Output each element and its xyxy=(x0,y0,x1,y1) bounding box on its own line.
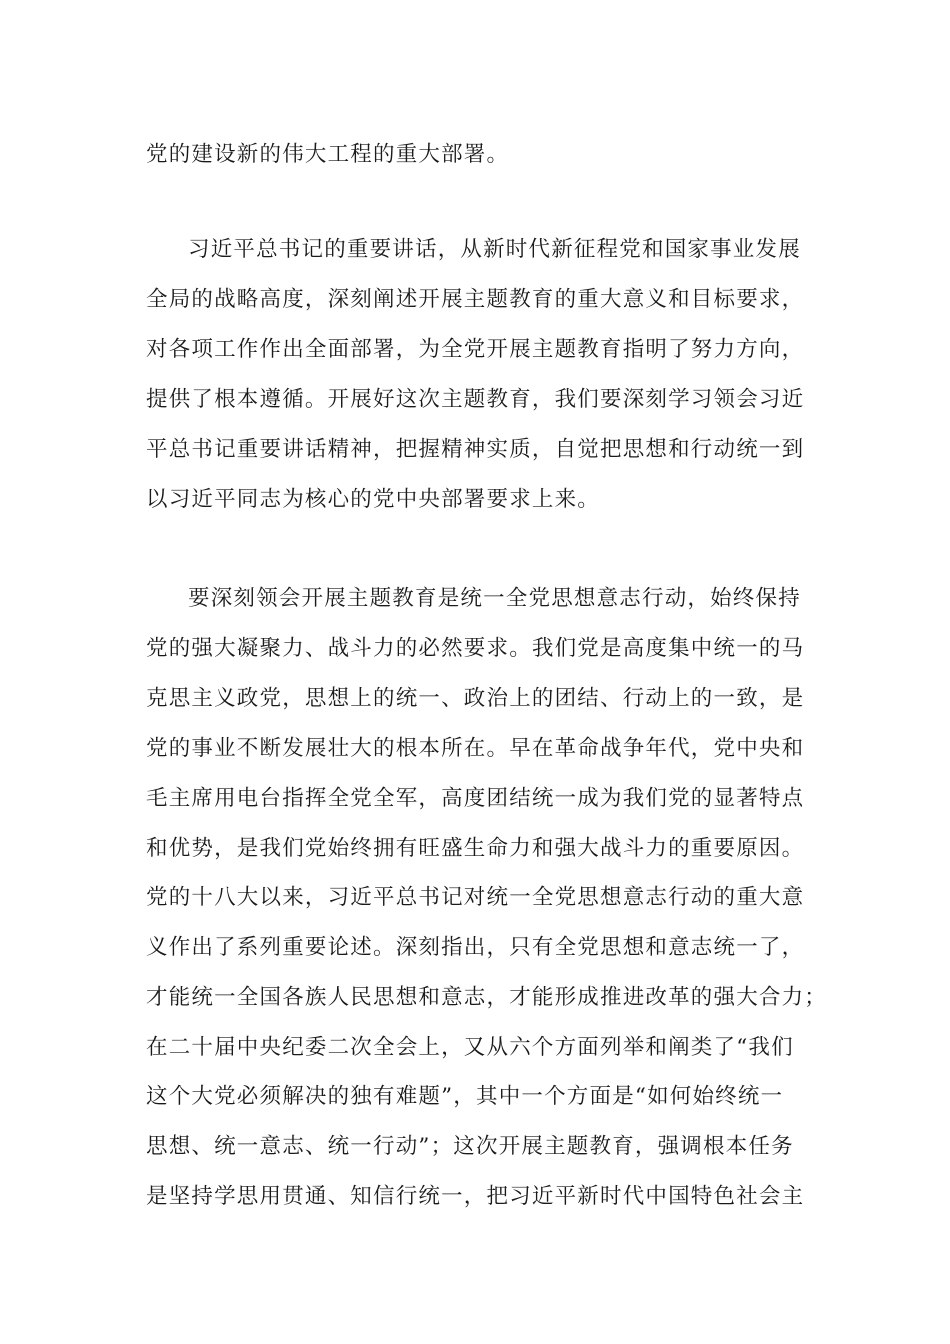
text-line: 义作出了系列重要论述。深刻指出，只有全党思想和意志统一了， xyxy=(146,935,805,960)
paragraph-first-line: 习近平总书记的重要讲话，从新时代新征程党和国家事业发展 xyxy=(188,237,801,262)
text-line: 这个大党必须解决的独有难题”，其中一个方面是“如何始终统一 xyxy=(146,1084,784,1109)
text-line: 毛主席用电台指挥全党全军，高度团结统一成为我们党的显著特点 xyxy=(146,786,805,811)
text-line: 平总书记重要讲话精神，把握精神实质，自觉把思想和行动统一到 xyxy=(146,437,805,462)
text-line: 全局的战略高度，深刻阐述开展主题教育的重大意义和目标要求， xyxy=(146,287,805,312)
paragraph-first-line: 要深刻领会开展主题教育是统一全党思想意志行动，始终保持 xyxy=(188,586,801,611)
text-line: 提供了根本遵循。开展好这次主题教育，我们要深刻学习领会习近 xyxy=(146,387,805,412)
text-line: 是坚持学思用贯通、知信行统一，把习近平新时代中国特色社会主 xyxy=(146,1184,805,1209)
text-line: 对各项工作作出全面部署，为全党开展主题教育指明了努力方向， xyxy=(146,337,805,362)
text-line: 在二十届中央纪委二次全会上，又从六个方面列举和阐类了“我们 xyxy=(146,1035,794,1060)
text-line: 和优势，是我们党始终拥有旺盛生命力和强大战斗力的重要原因。 xyxy=(146,836,805,861)
text-line: 党的建设新的伟大工程的重大部署。 xyxy=(146,142,510,167)
text-line: 党的十八大以来，习近平总书记对统一全党思想意志行动的重大意 xyxy=(146,885,805,910)
text-line: 思想、统一意志、统一行动”；这次开展主题教育，强调根本任务 xyxy=(146,1134,794,1159)
text-line: 克思主义政党，思想上的统一、政治上的团结、行动上的一致，是 xyxy=(146,686,805,711)
text-line: 以习近平同志为核心的党中央部署要求上来。 xyxy=(146,487,601,512)
text-line: 才能统一全国各族人民思想和意志，才能形成推进改革的强大合力； xyxy=(146,985,828,1010)
text-line: 党的强大凝聚力、战斗力的必然要求。我们党是高度集中统一的马 xyxy=(146,636,805,661)
text-line: 党的事业不断发展壮大的根本所在。早在革命战争年代，党中央和 xyxy=(146,736,805,761)
